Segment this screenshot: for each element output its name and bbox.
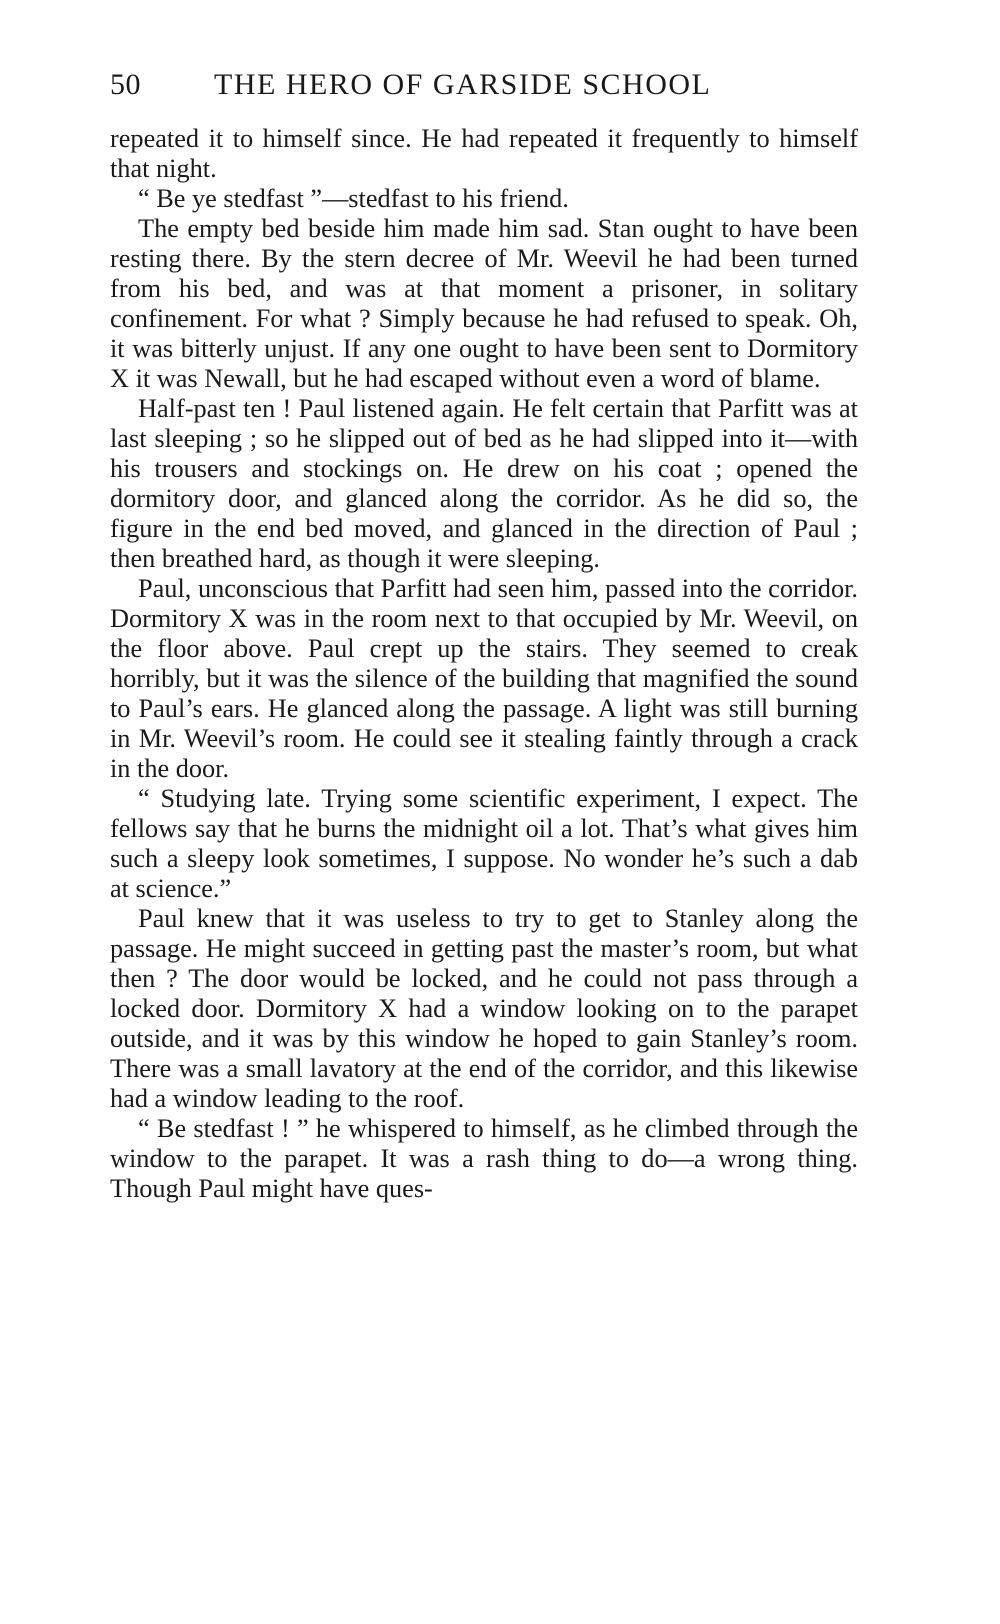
paragraph-1: repeated it to himself since. He had repeated it frequently to himself that night.: [110, 124, 858, 183]
paragraph-3: The empty bed beside him made him sad. Stan ought to have been resting there. By the stern decree of Mr. Weevil he had been turned from his bed, and was at that moment a prisoner, in solitary confinement. For what ? Simply because he had refused to speak. Oh, it was bitterly unjust. If any one ought to have been sent to Dormitory X it was Newall, but he had escaped without even a word of blame.: [110, 214, 858, 393]
body-text: [110, 124, 858, 1204]
running-title: THE HERO OF GARSIDE SCHOOL: [214, 68, 712, 101]
book-page: [110, 62, 858, 1204]
paragraph-4: Half-past ten ! Paul listened again. He felt certain that Parfitt was at last sleeping ; so he slipped out of bed as he had slipped into it—with his trousers and stockings on. He drew on his coat ; opened the dormitory door, and glanced along the corridor. As he did so, the figure in the end bed moved, and glanced in the direction of Paul ; then breathed hard, as though it were sleeping.: [110, 394, 858, 573]
paragraph-7: Paul knew that it was useless to try to get to Stanley along the passage. He might succeed in getting past the master’s room, but what then ? The door would be locked, and he could not pass through a locked door. Dormitory X had a window looking on to the parapet outside, and it was by this window he hoped to gain Stanley’s room. There was a small lavatory at the end of the corridor, and this likewise had a window leading to the roof.: [110, 904, 858, 1113]
page-header: [110, 62, 858, 106]
page-number: 50: [110, 68, 141, 101]
paragraph-8: “ Be stedfast ! ” he whispered to himself, as he climbed through the window to the parapet. It was a rash thing to do—a wrong thing. Though Paul might have ques-: [110, 1114, 858, 1203]
paragraph-2: “ Be ye stedfast ”—stedfast to his friend.: [138, 184, 569, 213]
paragraph-5: Paul, unconscious that Parfitt had seen him, passed into the corridor. Dormitory X was in the room next to that occupied by Mr. Weevil, on the floor above. Paul crept up the stairs. They seemed to creak horribly, but it was the silence of the building that magnified the sound to Paul’s ears. He glanced along the passage. A light was still burning in Mr. Weevil’s room. He could see it stealing faintly through a crack in the door.: [110, 574, 858, 783]
paragraph-6: “ Studying late. Trying some scientific experiment, I expect. The fellows say that he burns the midnight oil a lot. That’s what gives him such a sleepy look sometimes, I suppose. No wonder he’s such a dab at science.”: [110, 784, 858, 903]
